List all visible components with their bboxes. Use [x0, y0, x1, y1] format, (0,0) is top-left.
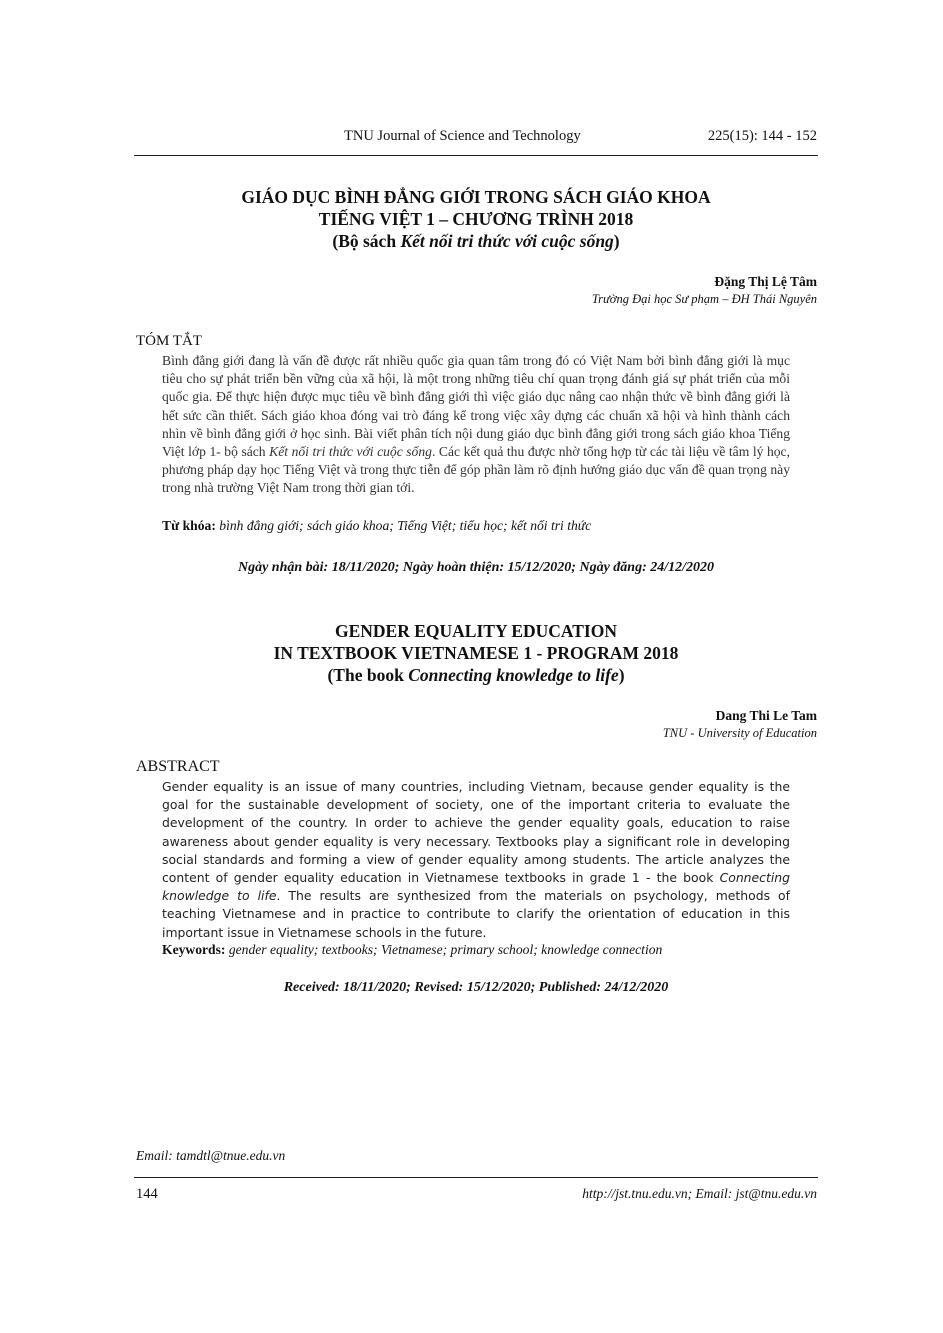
page-number: 144	[136, 1186, 158, 1202]
issue-pages: 225(15): 144 - 152	[707, 128, 817, 144]
footer-rule	[134, 1177, 818, 1178]
en-title-line1: GENDER EQUALITY EDUCATION	[335, 621, 617, 641]
en-abstract: Gender equality is an issue of many countries, including Vietnam, because gender equality is the goal for the sustainable development of society, one of the important criteria to evaluate the development of the country. In order to achieve the gender equality goals, education to raise awareness about gender equality is very necessary. Textbooks play a significant role in developing social standards and forming a view of gender equality among students. The article analyzes the content of gender equality education in Vietnamese textbooks in grade 1 - the book Connecting knowledge to life. The results are synthesized from the materials on psychology, methods of teaching Vietnamese and in practice to contribute to clarify the orientation of education in this important issue in Vietnamese schools in the future.	[162, 779, 790, 940]
vn-title-line1: GIÁO DỤC BÌNH ĐẲNG GIỚI TRONG SÁCH GIÁO KHOA	[241, 187, 711, 207]
journal-links: http://jst.tnu.edu.vn; Email: jst@tnu.edu.vn	[582, 1186, 817, 1201]
vn-author: Đặng Thị Lệ Tâm	[714, 274, 817, 289]
en-title	[134, 620, 818, 686]
vn-abstract-heading: TÓM TẮT	[136, 333, 202, 349]
en-keywords: Keywords: gender equality; textbooks; Vietnamese; primary school; knowledge connection	[162, 942, 663, 957]
vn-dates: Ngày nhận bài: 18/11/2020; Ngày hoàn thiện: 15/12/2020; Ngày đăng: 24/12/2020	[237, 560, 715, 575]
en-author: Dang Thi Le Tam	[715, 708, 817, 723]
en-title-line3: (The book Connecting knowledge to life)	[327, 665, 625, 685]
vn-keywords: Từ khóa: bình đẳng giới; sách giáo khoa; Tiếng Việt; tiểu học; kết nối tri thức	[162, 518, 592, 533]
author-email-note: Email: tamdtl@tnue.edu.vn	[136, 1148, 286, 1163]
vn-affiliation: Trường Đại học Sư phạm – ĐH Thái Nguyên	[591, 292, 817, 306]
en-affiliation: TNU - University of Education	[662, 726, 817, 740]
journal-name: TNU Journal of Science and Technology	[344, 128, 581, 144]
vn-title	[134, 186, 818, 252]
vn-abstract: Bình đẳng giới đang là vấn đề được rất nhiều quốc gia quan tâm trong đó có Việt Nam bởi bình đẳng giới là mục tiêu cho sự phát triển bền vững của xã hội, là một trong những tiêu chí quan trọng đánh giá sự phát triển của mỗi quốc gia. Để thực hiện được mục tiêu về bình đẳng giới thì việc giáo dục nâng cao nhận thức về bình đẳng giới là hết sức cần thiết. Sách giáo khoa đóng vai trò đáng kể trong việc xây dựng các chuẩn xã hội và hình thành cách nhìn về bình đẳng giới ở học sinh. Bài viết phân tích nội dung giáo dục bình đẳng giới trong sách giáo khoa Tiếng Việt lớp 1- bộ sách Kết nối tri thức với cuộc sống. Các kết quả thu được nhờ tổng hợp từ các tài liệu về tâm lý học, phương pháp dạy học Tiếng Việt và trong thực tiễn để góp phần làm rõ định hướng giáo dục vấn đề quan trọng này trong nhà trường Việt Nam trong thời gian tới.	[162, 353, 790, 496]
vn-title-line2: TIẾNG VIỆT 1 – CHƯƠNG TRÌNH 2018	[318, 209, 634, 229]
vn-title-line3: (Bộ sách Kết nối tri thức với cuộc sống)	[332, 231, 620, 251]
header-rule	[134, 155, 818, 156]
en-dates: Received: 18/11/2020; Revised: 15/12/2020; Published: 24/12/2020	[283, 980, 669, 995]
en-title-line2: IN TEXTBOOK VIETNAMESE 1 - PROGRAM 2018	[273, 643, 679, 663]
en-abstract-heading: ABSTRACT	[136, 758, 220, 775]
